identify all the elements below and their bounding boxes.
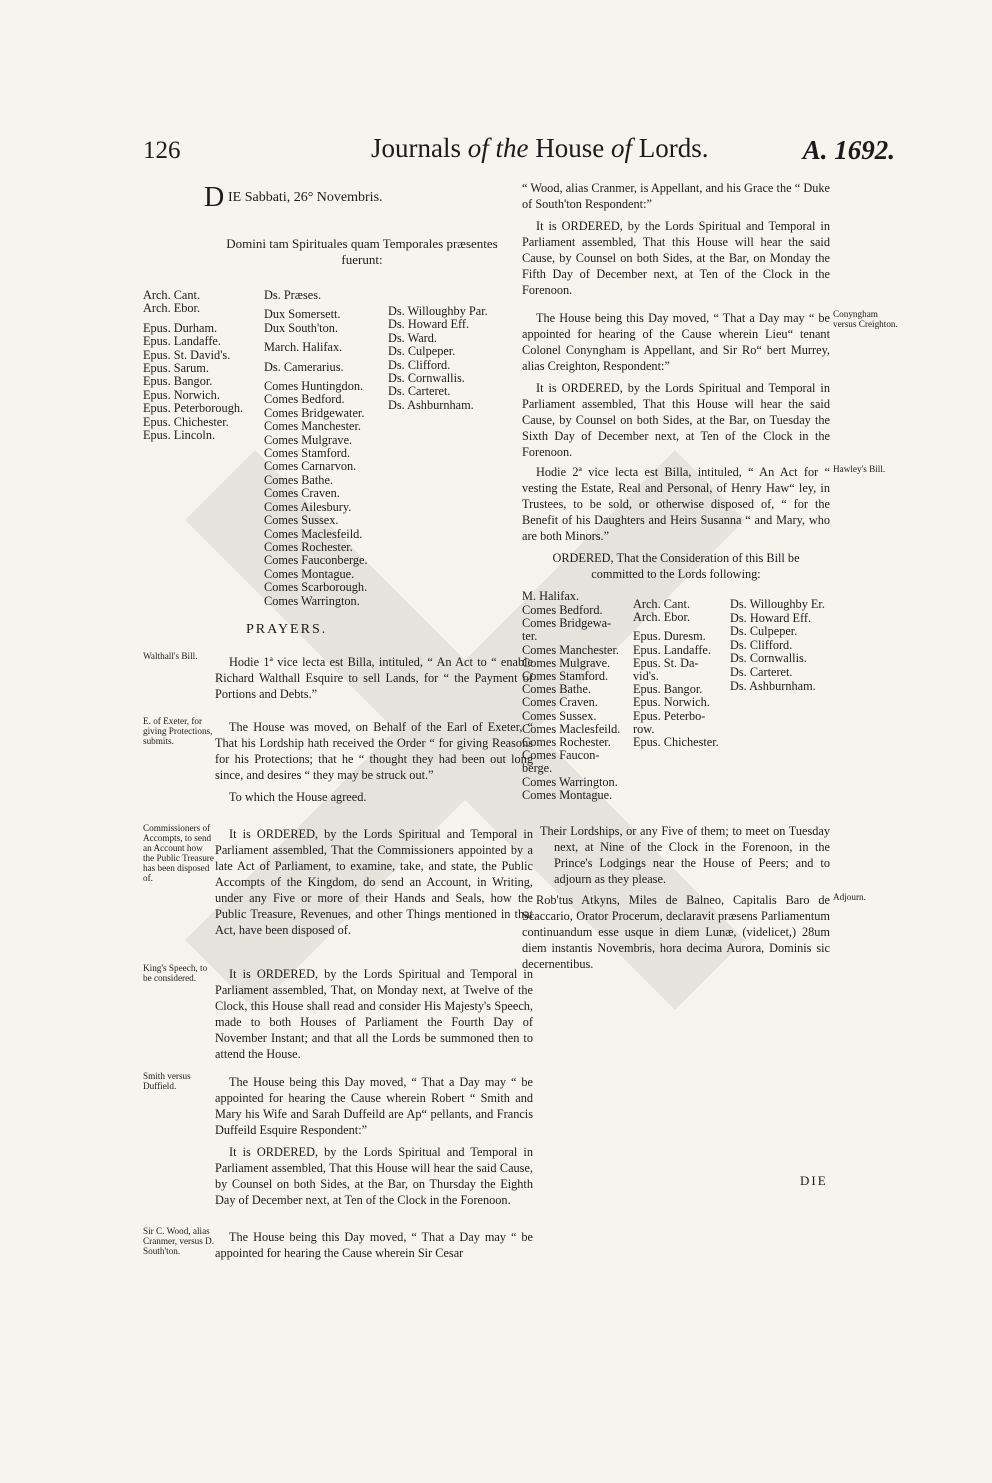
roll-entry: Ds. Clifford.: [730, 637, 793, 652]
entry-walthall: [215, 654, 533, 708]
page-year: A. 1692.: [802, 135, 895, 165]
roll-entry: Comes Maclesfeild.: [264, 526, 363, 541]
roll-entry: Epus. Peterbo-: [633, 708, 706, 723]
roll-entry: Epus. Lincoln.: [143, 428, 216, 443]
committee-col-a: [522, 604, 620, 802]
roll-entry: Comes Ailesbury.: [264, 499, 352, 514]
roll-entry: Arch. Cant.: [143, 288, 201, 302]
roll-lords-a: [264, 289, 368, 608]
entry-text: The House being this Day moved, “ That a Day may “ be appointed for hearing the Cause wherein Robert “ Smith and Mary his Wife and Sarah Duffeild are Ap“ pellants, and Francis Duffeild Esquire Respondent:”: [215, 1075, 533, 1137]
entry-text: To which the House agreed.: [229, 790, 367, 804]
running-title-word: Journals: [371, 133, 461, 163]
roll-entry: Ds. Culpeper.: [388, 344, 456, 359]
roll-entry: Comes Manchester.: [522, 642, 619, 657]
roll-entry: row.: [633, 721, 655, 736]
roll-entry: Epus. Bangor.: [633, 682, 703, 697]
margin-note: King's Speech, to be considered.: [143, 963, 208, 983]
roll-entry: Comes Warrington.: [264, 593, 360, 608]
roll-entry: Ds. Camerarius.: [264, 359, 344, 374]
roll-entry: Comes Huntingdon.: [264, 379, 364, 394]
roll-entry: Ds. Carteret.: [388, 384, 451, 399]
entry-conyngham: [522, 310, 830, 466]
roll-entry: Ds. Howard Eff.: [388, 317, 470, 332]
margin-note: E. of Exeter, for giving Protections, submits.: [143, 716, 213, 746]
roll-entry: Comes Bedford.: [264, 392, 345, 407]
roll-entry: Comes Scarborough.: [264, 580, 368, 595]
entry-kings-speech: [215, 966, 533, 1068]
roll-entry: Comes Mulgrave.: [522, 655, 611, 670]
roll-entry: Comes Sussex.: [264, 513, 339, 528]
roll-entry: Ds. Clifford.: [388, 357, 451, 372]
roll-entry: Comes Stamford.: [264, 446, 351, 461]
running-title-word: of the: [467, 133, 529, 163]
roll-entry: Epus. St. Da-: [633, 655, 699, 670]
roll-entry: Epus. Landaffe.: [143, 334, 221, 349]
roll-entry: Ds. Culpeper.: [730, 624, 798, 639]
roll-entry: Comes Bridgewater.: [264, 405, 365, 420]
roll-entry: Epus. Norwich.: [143, 387, 220, 402]
drop-cap: D: [204, 182, 225, 213]
roll-entry: Ds. Ashburnham.: [388, 397, 474, 412]
roll-entry: Epus. Peterborough.: [143, 401, 244, 416]
entry-text: It is ORDERED, by the Lords Spiritual and Temporal in Parliament assembled, That the Commissioners appointed by a late Act of Parliament, to examine, take, and state, the Public Accompts of the Kingdom, do send an Account, in Writing, under any Five or more of their Hands and Seals, how the Public Treasure, Revenues, and other Things mentioned in that Act, have been disposed of.: [215, 827, 533, 937]
committee-head: M. Halifax.: [522, 589, 580, 603]
roll-entry: Arch. Ebor.: [633, 610, 691, 625]
roll-entry: Ds. Willoughby Par.: [388, 304, 488, 318]
roll-entry: Ds. Cornwallis.: [388, 371, 465, 386]
domini-heading: Domini tam Spirituales quam Temporales præsentes fuerunt:: [226, 236, 498, 267]
roll-entry: Arch. Cant.: [633, 597, 691, 611]
roll-entry: Ds. Howard Eff.: [730, 610, 812, 625]
entry-text: ORDERED, That the Consideration of this Bill be committed to the Lords following:: [552, 551, 800, 581]
roll-entry: Comes Carnarvon.: [264, 459, 357, 474]
running-title-word: Lords.: [638, 133, 709, 163]
entry-hawley: [522, 464, 830, 588]
margin-note: Sir C. Wood, alias Cranmer, versus D. South'ton.: [143, 1226, 215, 1256]
roll-entry: Comes Rochester.: [264, 539, 353, 554]
entry-exeter: [215, 719, 533, 811]
roll-entry: Epus. Durham.: [143, 320, 218, 335]
roll-entry: Ds. Carteret.: [730, 664, 793, 679]
roll-entry: Dux Somersett.: [264, 307, 341, 322]
roll-entry: Comes Mulgrave.: [264, 432, 353, 447]
roll-entry: Comes Craven.: [264, 486, 340, 501]
roll-entry: March. Halifax.: [264, 340, 343, 355]
day-title-text: IE Sabbati, 26° Novembris.: [228, 190, 383, 205]
roll-entry: Epus. Chichester.: [143, 414, 229, 429]
committee-col-c: [730, 598, 825, 693]
roll-entry: Comes Bedford.: [522, 603, 603, 617]
roll-entry: berge.: [522, 761, 553, 776]
entry-wood: [215, 1229, 533, 1267]
page-header: [143, 133, 895, 175]
entry-text: It is ORDERED, by the Lords Spiritual and Temporal in Parliament assembled, That, on Monday next, at Twelve of the Clock, this House shall read and consider His Majesty's Speech, made to both Houses of Parliament the Fourth Day of November Instant; and that all the Lords be summoned then to attend the House.: [215, 967, 533, 1061]
roll-entry: Epus. St. David's.: [143, 347, 231, 362]
entry-text: Hodie 2ª vice lecta est Billa, intituled, “ An Act for “ vesting the Estate, Real and Personal, of Henry Haw“ ley, in Trustees, to be sold, or otherwise disposed of, “ for the Benefit of his Daughters and Heirs Susanna “ and Mary, who are both Minors.”: [522, 465, 830, 543]
entry-text: It is ORDERED, by the Lords Spiritual and Temporal in Parliament assembled, That this House will hear the said Cause, by Counsel on both Sides, at the Bar, on Monday the Fifth Day of December next, at Ten of the Clock in the Forenoon.: [522, 219, 830, 297]
committee-col-b: [633, 598, 719, 749]
page-number: 126: [143, 137, 181, 164]
roll-entry: Comes Bathe.: [264, 472, 333, 487]
roll-entry: Comes Faucon-: [522, 748, 600, 763]
margin-note: Walthall's Bill.: [143, 651, 198, 661]
day-heading: [204, 182, 518, 267]
entry-meet: [540, 823, 830, 893]
margin-note: Conyngham versus Creighton.: [833, 309, 898, 329]
running-title: [371, 133, 709, 164]
entry-text: The House being this Day moved, “ That a Day may “ be appointed for hearing of the Cause wherein Lieu“ tenant Colonel Conyngham is Appellant, and Sir Ro“ bert Murrey, alias Creighton, Respondent:”: [522, 311, 830, 373]
entry-text: The House was moved, on Behalf of the Earl of Exeter, “ That his Lordship hath received the Order “ for giving Reasons for his Protections; that he “ thought they had been out long since, and desires “ they may be struck out.”: [215, 720, 533, 782]
entry-smith: [215, 1074, 533, 1214]
roll-entry: Comes Bridgewa-: [522, 616, 612, 631]
roll-entry: Ds. Willoughby Er.: [730, 597, 825, 611]
entry-text: Hodie 1ª vice lecta est Billa, intituled, “ An Act to “ enable Richard Walthall Esquire to sell Lands, for “ the Payment of Portions and Debts.”: [215, 655, 533, 701]
day-title: [204, 182, 518, 213]
roll-entry: Comes Montague.: [522, 787, 613, 802]
entry-text: The House being this Day moved, “ That a Day may “ be appointed for hearing the Cause wherein Sir Cesar: [215, 1230, 533, 1260]
roll-entry: Epus. Chichester.: [633, 735, 719, 750]
roll-entry: ter.: [522, 629, 538, 644]
roll-entry: Epus. Duresm.: [633, 629, 706, 644]
roll-entry: Epus. Bangor.: [143, 374, 213, 389]
roll-entry: Comes Bathe.: [522, 682, 591, 697]
roll-entry: Epus. Sarum.: [143, 361, 209, 376]
prayers-heading: PRAYERS.: [246, 622, 328, 637]
running-title-word: House: [535, 133, 605, 163]
roll-spiritual: [143, 289, 243, 442]
entry-text: It is ORDERED, by the Lords Spiritual and Temporal in Parliament assembled, That this House will hear the said Cause, by Counsel on both Sides, at the Bar, on Tuesday the Sixth Day of December next, at Ten of the Clock in the Forenoon.: [522, 381, 830, 459]
roll-entry: Comes Fauconberge.: [264, 553, 368, 568]
roll-entry: Comes Maclesfeild.: [522, 721, 621, 736]
roll-entry: Comes Sussex.: [522, 708, 597, 723]
roll-entry: Ds. Cornwallis.: [730, 651, 807, 666]
roll-entry: Comes Rochester.: [522, 735, 611, 750]
margin-note: Smith versus Duffield.: [143, 1071, 191, 1091]
roll-entry: Dux South'ton.: [264, 320, 338, 335]
roll-entry: Comes Warrington.: [522, 774, 618, 789]
entry-text: Rob'tus Atkyns, Miles de Balneo, Capitalis Baro de Scaccario, Orator Procerum, declaravit præsens Parliamentum continuandum esse usque in diem Lunæ, (videlicet,) 28um diem instantis Novembris, hora decima Aurora, Dominis sic decernentibus.: [522, 893, 830, 971]
catchword: DIE: [800, 1173, 828, 1188]
roll-entry: Comes Stamford.: [522, 669, 609, 684]
roll-entry: Comes Manchester.: [264, 419, 361, 434]
running-title-word: of: [611, 133, 633, 163]
roll-entry: vid's.: [633, 669, 659, 684]
entry-commissioners: [215, 826, 533, 944]
margin-note: Adjourn.: [833, 892, 866, 902]
roll-entry: Epus. Landaffe.: [633, 642, 711, 657]
margin-note: Hawley's Bill.: [833, 464, 886, 474]
roll-entry: Epus. Norwich.: [633, 695, 710, 710]
roll-entry: Ds. Ward.: [388, 330, 437, 345]
roll-lords-b: [388, 305, 488, 412]
roll-entry: Ds. Præses.: [264, 288, 322, 302]
entry-adjourn: [522, 892, 830, 978]
entry-text: “ Wood, alias Cranmer, is Appellant, and his Grace the “ Duke of South'ton Respondent:”: [522, 181, 830, 211]
entry-text: It is ORDERED, by the Lords Spiritual and Temporal in Parliament assembled, That this House will hear the said Cause, by Counsel on both Sides, at the Bar, on Thursday the Eighth Day of December next, at Ten of the Clock in the Forenoon.: [215, 1145, 533, 1207]
margin-note: Commissioners of Accompts, to send an Account how the Public Treasure has been disposed of.: [143, 823, 214, 883]
roll-entry: Arch. Ebor.: [143, 301, 201, 316]
roll-entry: Ds. Ashburnham.: [730, 678, 816, 693]
roll-entry: Comes Craven.: [522, 695, 598, 710]
roll-entry: Comes Montague.: [264, 566, 355, 581]
entry-text: Their Lordships, or any Five of them; to meet on Tuesday next, at Nine of the Clock in the Forenoon, in the Prince's Lodgings near the House of Peers; and to adjourn as they please.: [540, 824, 830, 886]
entry-wood-cont: [522, 180, 830, 304]
